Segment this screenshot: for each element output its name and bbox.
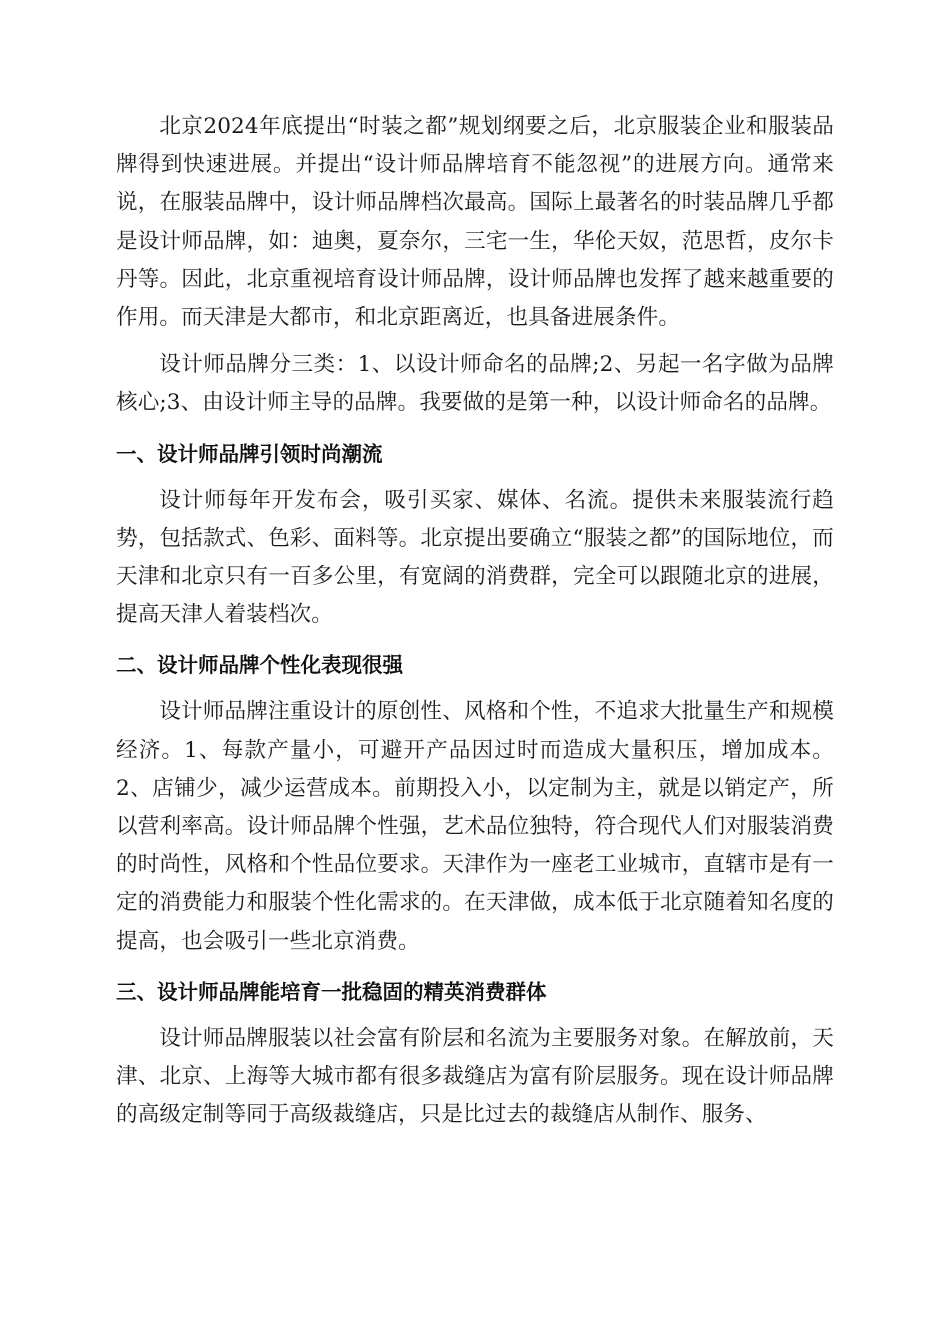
spacer — [116, 684, 834, 693]
brand-categories-paragraph: 设计师品牌分三类：1、以设计师命名的品牌;2、另起一名字做为品牌核心;3、由设计师主导的品牌。我要做的是第一种，以设计师命名的品牌。 — [116, 352, 834, 416]
intro-paragraph: 北京2024年底提出“时装之都”规划纲要之后，北京服装企业和服装品牌得到快速进展。并提出“设计师品牌培育不能忽视”的进展方向。通常来说，在服装品牌中，设计师品牌档次最高。国际上最著名的时装品牌几乎都是设计师品牌，如：迪奥，夏奈尔，三宅一生，华伦天奴，范思哲，皮尔卡丹等。因此，北京重视培育设计师品牌，设计师品牌也发挥了越来越重要的作用。而天津是大都市，和北京距离近，也具备进展条件。 — [116, 114, 834, 331]
section-body-1: 设计师每年开发布会，吸引买家、媒体、名流。提供未来服装流行趋势，包括款式、色彩、面料等。北京提出要确立“服装之都”的国际地位，而天津和北京只有一百多公里，有宽阔的消费群，完全可以跟随北京的进展，提高天津人着装档次。 — [116, 487, 834, 628]
document-page — [116, 108, 834, 1134]
section-heading-3: 三、设计师品牌能培育一批稳固的精英消费群体 — [116, 979, 547, 1004]
spacer — [116, 473, 834, 482]
spacer — [116, 634, 834, 646]
spacer — [116, 961, 834, 973]
section-body-3: 设计师品牌服装以社会富有阶层和名流为主要服务对象。在解放前，天津、北京、上海等大城市都有很多裁缝店为富有阶层服务。现在设计师品牌的高级定制等同于高级裁缝店，只是比过去的裁缝店从制作、服务、 — [116, 1025, 834, 1128]
spacer — [116, 337, 834, 346]
spacer — [116, 423, 834, 435]
spacer — [116, 1011, 834, 1020]
section-body-2: 设计师品牌注重设计的原创性、风格和个性，不追求大批量生产和规模经济。1、每款产量小，可避开产品因过时而造成大量积压，增加成本。2、店铺少，减少运营成本。前期投入小，以定制为主，就是以销定产，所以营利率高。设计师品牌个性强，艺术品位独特，符合现代人们对服装消费的时尚性，风格和个性品位要求。天津作为一座老工业城市，直辖市是有一定的消费能力和服装个性化需求的。在天津做，成本低于北京随着知名度的提高，也会吸引一些北京消费。 — [116, 699, 834, 954]
section-heading-2: 二、设计师品牌个性化表现很强 — [116, 653, 403, 678]
section-heading-1: 一、设计师品牌引领时尚潮流 — [116, 441, 383, 466]
